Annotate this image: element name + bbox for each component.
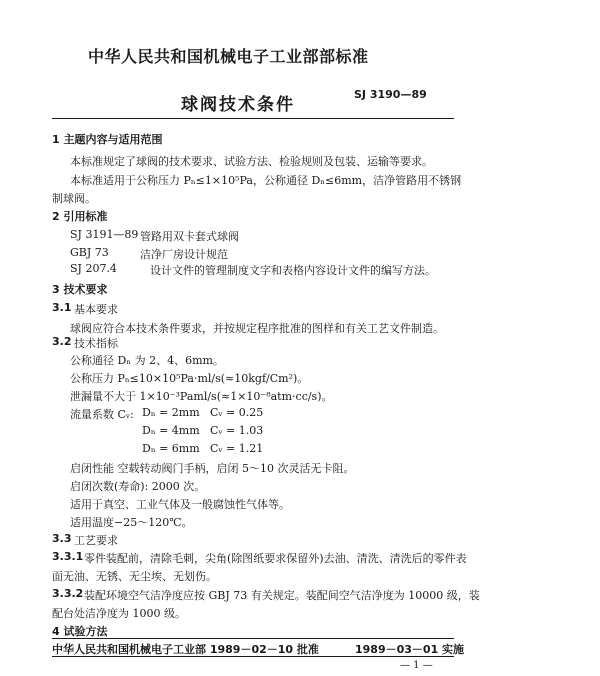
section-1-heading: 1 主题内容与适用范围: [52, 133, 163, 146]
standard-number: SJ 3190—89: [354, 88, 427, 101]
clause-3-3-2-number: 3.3.2: [52, 587, 84, 600]
clause-3-3-1-line-2: 面无油、无锈、无尘埃、无划伤。: [52, 570, 217, 583]
page-number: — 1 —: [400, 660, 433, 671]
reference-name: 管路用双卡套式球阀: [140, 230, 239, 243]
section-1-para-2-line-2: 制球阀。: [52, 192, 96, 205]
flow-row-coefficient: Cᵥ = 1.21: [210, 442, 264, 455]
subsection-3-1-number: 3.1: [52, 301, 72, 314]
reference-name: 设计文件的管理制度文字和表格内容设计文件的编写方法。: [150, 264, 436, 277]
spec-nominal-diameter: 公称通径 Dₙ 为 2、4、6mm。: [70, 354, 224, 367]
flow-row-coefficient: Cᵥ = 1.03: [210, 424, 264, 437]
subsection-3-3-title: 工艺要求: [74, 534, 118, 547]
approval-statement: 中华人民共和国机械电子工业部 1989－02－10 批准: [52, 643, 319, 656]
reference-code: SJ 3191—89: [70, 228, 139, 241]
spec-temperature-range: 适用温度−25～120℃。: [70, 516, 193, 529]
reference-code: GBJ 73: [70, 246, 109, 259]
section-1-para-1: 本标准规定了球阀的技术要求、试验方法、检验规则及包装、运输等要求。: [70, 155, 433, 168]
flow-row-diameter: Dₙ = 4mm: [142, 424, 200, 437]
issuing-authority-title: 中华人民共和国机械电子工业部部标准: [88, 47, 369, 66]
subsection-3-1-title: 基本要求: [74, 303, 118, 316]
clause-3-3-1-number: 3.3.1: [52, 550, 84, 563]
flow-coefficient-label: 流量系数 Cᵥ:: [70, 408, 134, 421]
spec-applicable-media: 适用于真空、工业气体及一般腐蚀性气体等。: [70, 498, 290, 511]
section-1-para-2-line-1: 本标准适用于公称压力 Pₙ≤1×10⁵Pa，公称通径 Dₙ≤6mm，洁净管路用不锈钢: [70, 174, 462, 187]
reference-code: SJ 207.4: [70, 262, 117, 275]
subsection-3-2-number: 3.2: [52, 335, 72, 348]
flow-row-coefficient: Cᵥ = 0.25: [210, 406, 264, 419]
spec-leakage: 泄漏量不大于 1×10⁻³Paml/s(≈1×10⁻⁸atm·cc/s)。: [70, 390, 333, 403]
clause-3-3-2-line-2: 配台处洁净度为 1000 级。: [52, 607, 186, 620]
document-title: 球阀技术条件: [181, 95, 295, 115]
section-2-heading: 2 引用标准: [52, 210, 108, 223]
spec-open-close-performance: 启闭性能 空载转动阀门手柄，启闭 5～10 次灵活无卡阻。: [70, 462, 355, 475]
spec-service-life: 启闭次数(寿命): 2000 次。: [70, 480, 206, 493]
reference-name: 洁净厂房设计规范: [140, 248, 228, 261]
header-rule: [52, 118, 454, 119]
subsection-3-2-title: 技术指标: [74, 337, 118, 350]
flow-row-diameter: Dₙ = 2mm: [142, 406, 200, 419]
effective-date: 1989－03－01 实施: [355, 643, 465, 656]
footer-rule: [52, 638, 454, 639]
footer-bottom-rule: [52, 656, 454, 657]
section-4-heading: 4 试验方法: [52, 625, 108, 638]
subsection-3-3-number: 3.3: [52, 532, 72, 545]
spec-nominal-pressure: 公称压力 Pₙ≤10×10⁵Pa·ml/s(≈10kgf/Cm²)。: [70, 372, 309, 385]
clause-3-3-1-line-1: 零件装配前，清除毛刺，尖角(除图纸要求保留外)去油、清洗、清洗后的零件表: [84, 552, 467, 565]
subsection-3-1-text: 球阀应符合本技术条件要求，并按规定程序批准的图样和有关工艺文件制造。: [70, 322, 444, 335]
section-3-heading: 3 技术要求: [52, 283, 108, 296]
flow-row-diameter: Dₙ = 6mm: [142, 442, 200, 455]
clause-3-3-2-line-1: 装配环境空气洁净度应按 GBJ 73 有关规定。装配间空气洁净度为 10000 级，装: [84, 589, 480, 602]
